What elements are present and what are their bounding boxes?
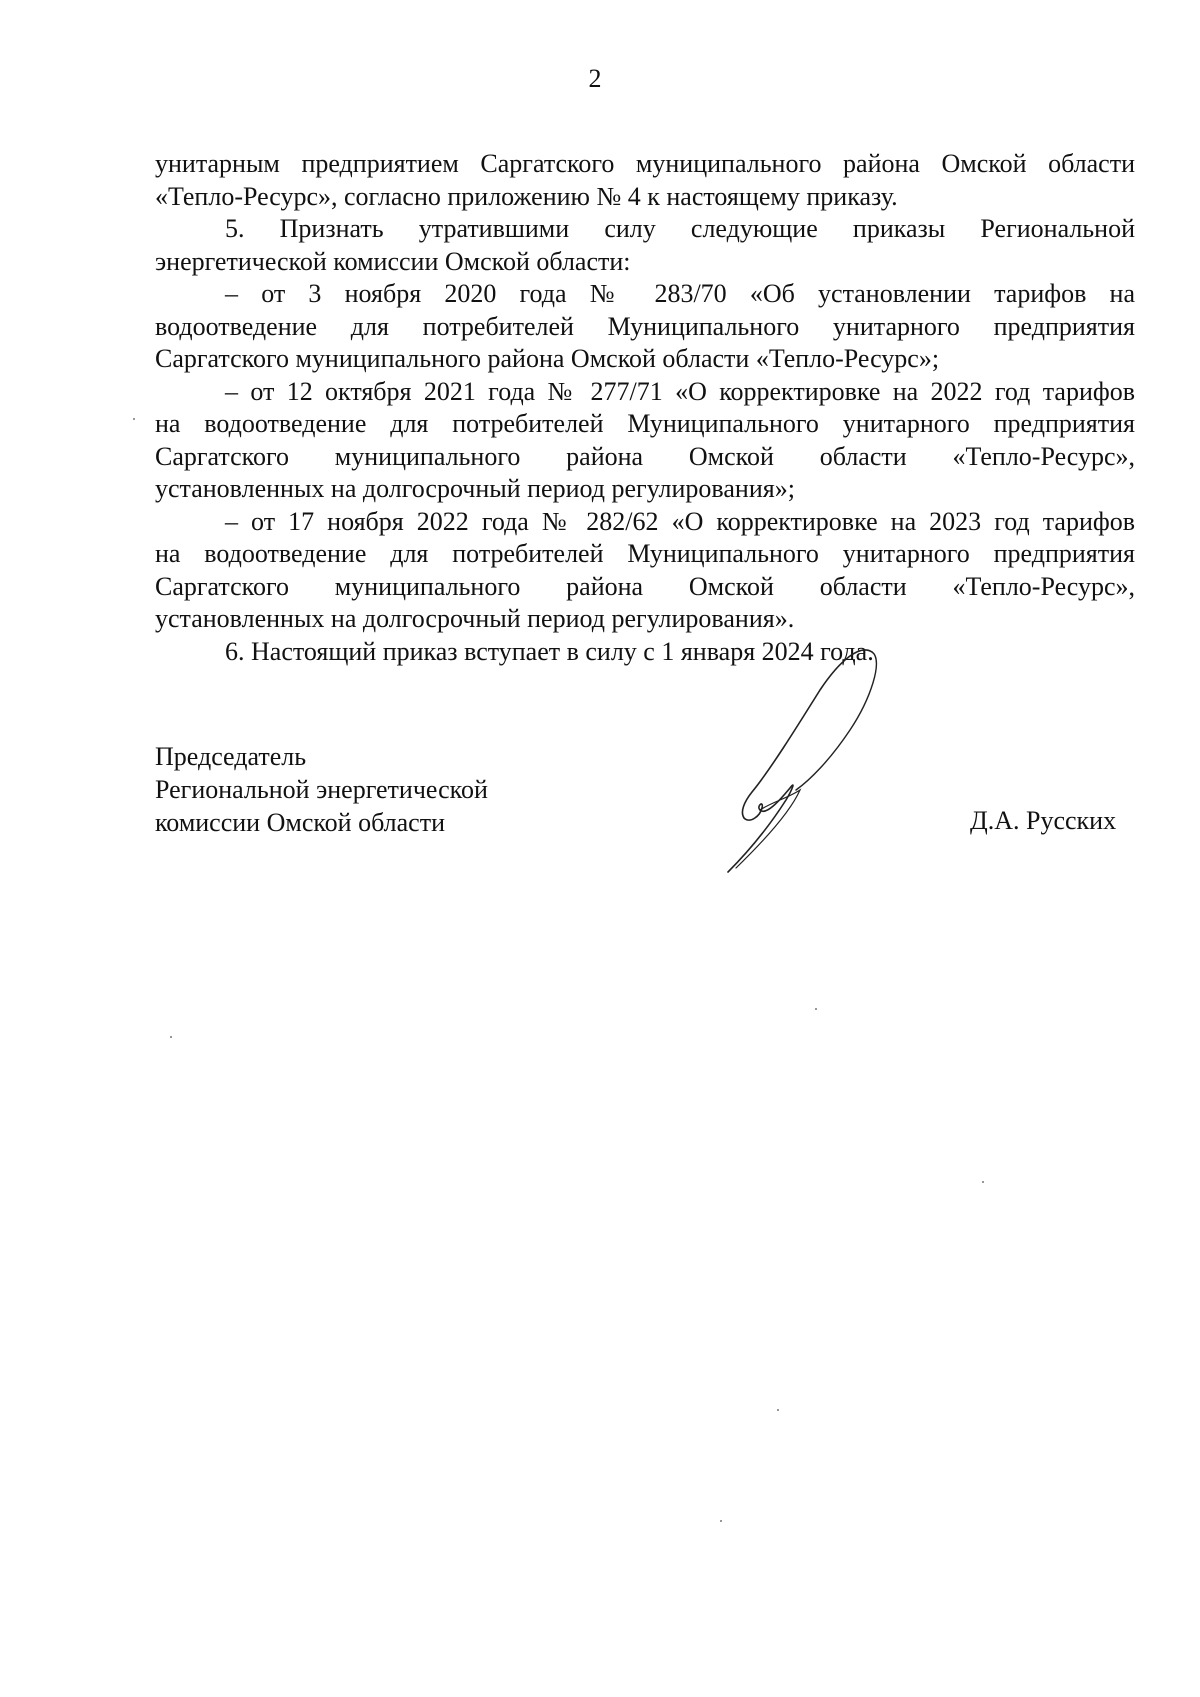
scan-speck xyxy=(815,1008,817,1010)
page-number: 2 xyxy=(588,64,602,93)
signatory-title-line: Председатель xyxy=(155,742,307,771)
paragraph-line: на водоотведение для потребителей Муниципального унитарного предприятия xyxy=(155,539,1135,568)
paragraph-line: энергетической комиссии Омской области: xyxy=(155,246,631,276)
paragraph-line: – от 3 ноября 2020 года № 283/70 «Об установлении тарифов на xyxy=(225,279,1135,308)
scan-speck xyxy=(170,1036,172,1038)
signatory-name: Д.А. Русских xyxy=(970,806,1117,835)
scan-speck xyxy=(777,1409,779,1411)
paragraph-line: 5. Признать утратившими силу следующие приказы Региональной xyxy=(225,214,1135,243)
scan-speck xyxy=(982,1181,984,1183)
signatory-title-line: Региональной энергетической xyxy=(155,775,488,804)
paragraph-line: на водоотведение для потребителей Муниципального унитарного предприятия xyxy=(155,409,1135,438)
document-body xyxy=(155,148,1135,668)
paragraph-line: «Тепло-Ресурс», согласно приложению № 4 к настоящему приказу. xyxy=(155,181,898,211)
paragraph-line: установленных на долгосрочный период регулирования»; xyxy=(155,474,795,503)
paragraph-line: Саргатского муниципального района Омской области «Тепло-Ресурс», xyxy=(155,441,1135,471)
paragraph-line: установленных на долгосрочный период регулирования». xyxy=(155,604,795,633)
scan-speck xyxy=(133,418,135,420)
paragraph-line: водоотведение для потребителей Муниципального унитарного предприятия xyxy=(155,311,1135,341)
paragraph-line: – от 12 октября 2021 года № 277/71 «О корректировке на 2022 год тарифов xyxy=(225,376,1135,406)
signatory-title xyxy=(155,740,488,839)
paragraph-line: 6. Настоящий приказ вступает в силу с 1 января 2024 года. xyxy=(225,636,874,666)
handwritten-signature xyxy=(700,640,900,880)
paragraph-line: унитарным предприятием Саргатского муниципального района Омской области xyxy=(155,149,1135,178)
paragraph-line: Саргатского муниципального района Омской области «Тепло-Ресурс»; xyxy=(155,344,940,373)
paragraph-line: – от 17 ноября 2022 года № 282/62 «О корректировке на 2023 год тарифов xyxy=(225,506,1135,536)
signatory-title-line: комиссии Омской области xyxy=(155,808,445,837)
paragraph-line: Саргатского муниципального района Омской области «Тепло-Ресурс», xyxy=(155,571,1135,601)
scan-speck xyxy=(720,1520,722,1522)
